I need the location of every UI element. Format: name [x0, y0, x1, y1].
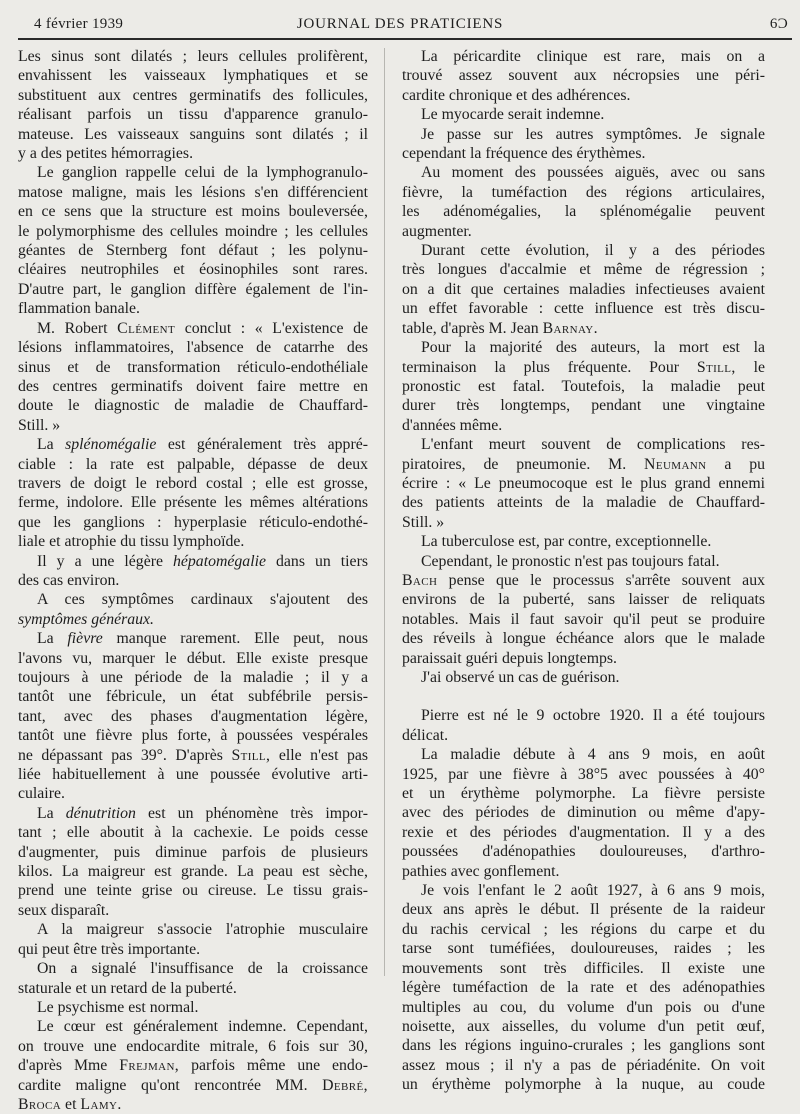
text-line: A la maigreur s'associe l'atrophie musculaire	[37, 921, 368, 939]
text-line: trouvé assez souvent aux nécropsies une péri-	[402, 67, 765, 85]
text-line: piratoires, de pneumonie. M. Neumann a pu	[402, 455, 765, 473]
text-line: sinus et de transformation réticulo-endothéliale	[18, 358, 368, 376]
text-line: et un érythème polymorphe. La fièvre persiste	[402, 785, 765, 803]
text-line: des patients atteints de la maladie de Chauffard-	[402, 494, 765, 512]
text-line: augmenter.	[402, 222, 472, 240]
text-line: substituent aux centres germinatifs des follicules,	[18, 86, 368, 104]
text-line: staturale et un retard de la puberté.	[18, 979, 237, 997]
text-line: Les sinus sont dilatés ; leurs cellules prolifèrent,	[18, 48, 368, 65]
text-line: kilos. La maigreur est grande. La peau est sèche,	[18, 863, 368, 881]
text-line: doute le diagnostic de maladie de Chauffard-	[18, 397, 368, 415]
issue-date: 4 février 1939	[34, 16, 124, 32]
text-line: flammation banale.	[18, 300, 140, 318]
column-separator	[384, 48, 385, 976]
text-line: on trouve une endocardite mitrale, 6 fois sur 30,	[18, 1037, 368, 1055]
text-line: 1925, par une fièvre à 38°5 avec poussées à 40°	[402, 765, 765, 783]
text-line: assez mous ; il n'y a pas de périadénite. On voit	[402, 1056, 765, 1074]
text-line: La tuberculose est, par contre, exceptionnelle.	[421, 533, 712, 551]
text-line: Le ganglion rappelle celui de la lymphogranulo-	[37, 164, 368, 182]
text-line: La fièvre manque rarement. Elle peut, nous	[37, 630, 368, 648]
text-line: Le cœur est généralement indemne. Cependant,	[37, 1018, 368, 1036]
text-line: que les ganglions : hyperplasie réticulo-endothé-	[18, 513, 368, 531]
text-line: un érythème polymorphe à la nuque, au coude	[402, 1076, 765, 1094]
text-line: envahissent les vaisseaux lymphatiques et se	[18, 67, 368, 85]
text-line: Broca et Lamy.	[18, 1095, 122, 1113]
text-line: dans les régions inguino-crurales ; les ganglions sont	[402, 1037, 765, 1055]
text-line: délicat.	[402, 726, 449, 744]
text-line: avec des périodes de diminution ou même d'apy-	[402, 804, 765, 822]
text-line: on a dit que certaines maladies infectieuses avaient	[402, 280, 765, 298]
text-line: pathies avec gonflement.	[402, 862, 560, 880]
text-line: très longues d'accalmie et même de régression ;	[402, 261, 765, 279]
text-line: poussées d'adénopathies douloureuses, d'arthro-	[402, 843, 765, 861]
text-line: Bach pense que le processus s'arrête souvent aux	[402, 571, 765, 589]
text-line: matose maligne, mais les lésions s'en différencient	[18, 183, 368, 201]
text-line: L'enfant meurt souvent de complications res-	[421, 436, 765, 454]
text-line: La dénutrition est un phénomène très impor-	[37, 804, 368, 822]
text-line: du rachis cervical ; les régions du carpe et du	[402, 920, 765, 938]
text-line: tant, avec des phases d'augmentation légère,	[18, 707, 368, 725]
text-line: liale et atrophie du tissu lymphoïde.	[18, 533, 245, 551]
text-line: Au moment des poussées aiguës, avec ou sans	[421, 164, 765, 182]
text-line: le polymorphisme des cellules moindre ; les cellules	[18, 222, 368, 240]
text-line: d'après Mme Frejman, parfois même une endo-	[18, 1057, 368, 1075]
text-line: J'ai observé un cas de guérison.	[421, 669, 620, 686]
text-line: en ce sens que la structure est moins bouleversée,	[18, 203, 368, 221]
text-line: Pierre est né le 9 octobre 1920. Il a été toujours	[421, 707, 765, 725]
text-line: liée habituellement à une poussée évolutive arti-	[18, 766, 368, 784]
right-column	[402, 47, 765, 1095]
text-line: A ces symptômes cardinaux s'ajoutent des	[37, 591, 368, 609]
text-line: La splénomégalie est généralement très appré-	[37, 436, 368, 454]
text-line: prend une teinte grise ou cireuse. Le tissu grais-	[18, 882, 368, 900]
text-line: cléaires neutrophiles et éosinophiles sont rares.	[18, 261, 368, 279]
text-line: cardite maligne qu'ont rencontrée MM. Debré,	[18, 1076, 368, 1094]
running-header	[0, 0, 800, 36]
text-line: Le psychisme est normal.	[37, 998, 199, 1016]
text-line: durer très longtemps, pendant une vingtaine	[402, 397, 765, 415]
text-line: terminaison la plus fréquente. Pour Still, le	[402, 358, 765, 376]
left-column	[18, 47, 368, 1114]
text-line: l'avons vu, marquer le début. Elle existe presque	[18, 649, 368, 667]
text-line: des réveils à longue échéance alors que le malade	[402, 630, 765, 648]
text-line: Cependant, le pronostic n'est pas toujours fatal.	[421, 552, 720, 570]
text-line: Still. »	[18, 416, 61, 434]
text-line: légère tuméfaction de la rate et des adénopathies	[402, 979, 765, 997]
text-line: tantôt une fièvre plus forte, à poussées vespérales	[18, 727, 368, 745]
page-number: 6Ɔ	[769, 16, 788, 32]
text-line: Il y a une légère hépatomégalie dans un tiers	[37, 552, 368, 570]
text-line: notables. Mais il faut savoir qu'il peut se produire	[402, 610, 765, 628]
text-line: mouvements sont très difficiles. Il existe une	[402, 959, 765, 977]
text-line: ciable : la rate est palpable, dépasse de deux	[18, 455, 368, 473]
text-line: Le myocarde serait indemne.	[421, 106, 605, 124]
text-line: toujours à une période de la maladie ; il y a	[18, 669, 368, 686]
text-line: y a des petites hémorragies.	[18, 145, 194, 163]
text-line: On a signalé l'insuffisance de la croissance	[37, 960, 368, 978]
text-line: un effet favorable : cette influence est très discu-	[402, 300, 765, 318]
text-line: travers de doigt le rebord costal ; elle est grosse,	[18, 474, 368, 492]
text-line: les adénomégalies, la splénomégalie peuvent	[402, 203, 765, 221]
text-line: écrire : « Le pneumocoque est le plus grand ennemi	[402, 474, 765, 492]
text-line: table, d'après M. Jean Barnay.	[402, 319, 598, 337]
text-line: réalisant parfois un tissu d'apparence granulo-	[18, 106, 368, 124]
text-line: ferme, indolore. Elle présente les mêmes altérations	[18, 494, 368, 512]
text-line: rexie et des périodes d'augmentation. Il y a des	[402, 823, 765, 841]
text-line: Je passe sur les autres symptômes. Je signale	[421, 125, 765, 143]
text-line: fièvre, la tuméfaction des régions articulaires,	[402, 183, 765, 201]
text-line: ne dépassant pas 39°. D'après Still, elle n'est pas	[18, 746, 368, 764]
text-line: tantôt une fébricule, un état subfébrile persis-	[18, 688, 368, 706]
text-line: mateuse. Les vaisseaux sanguins sont dilatés ; il	[18, 125, 368, 143]
text-line: deux ans après le début. Il présente de la raideur	[402, 901, 765, 919]
text-line: culaire.	[18, 785, 65, 803]
text-line: cependant la fréquence des érythèmes.	[402, 145, 646, 163]
text-line: environs de la puberté, sans laisser de reliquats	[402, 591, 765, 609]
text-line: La maladie débute à 4 ans 9 mois, en août	[421, 746, 765, 764]
text-line: seux disparaît.	[18, 901, 110, 919]
text-line: des centres germinatifs doivent faire mettre en	[18, 377, 368, 395]
text-line: géantes de Sternberg font défaut ; les polynu-	[18, 242, 368, 260]
text-line: symptômes généraux.	[18, 610, 155, 628]
paragraph-gap	[402, 687, 765, 706]
journal-title: JOURNAL DES PRATICIENS	[296, 16, 504, 32]
text-line: lésions inflammatoires, l'absence de catarrhe des	[18, 339, 368, 357]
text-line: des cas environ.	[18, 571, 120, 589]
text-line: tant ; elle aboutit à la cachexie. Le poids cesse	[18, 824, 368, 842]
text-line: qui peut être très importante.	[18, 940, 201, 958]
text-line: pronostic est fatal. Toutefois, la maladie peut	[402, 377, 765, 395]
text-line: M. Robert Clément conclut : « L'existence de	[37, 319, 368, 337]
text-line: Still. »	[402, 513, 445, 531]
header-rule	[18, 38, 792, 40]
text-line: Durant cette évolution, il y a des périodes	[421, 242, 765, 260]
text-line: Je vois l'enfant le 2 août 1927, à 6 ans 9 mois,	[421, 882, 765, 900]
text-line: Pour la majorité des auteurs, la mort est la	[421, 339, 765, 357]
text-line: d'augmenter, puis diminue parfois de plusieurs	[18, 843, 368, 861]
text-line: D'autre part, le ganglion diffère également de l'in-	[18, 280, 368, 298]
text-line: cardite chronique et des adhérences.	[402, 86, 631, 104]
text-line: d'années même.	[402, 416, 503, 434]
text-line: multiples au cou, du volume d'un pois ou d'une	[402, 998, 765, 1016]
text-line: noisette, aux aisselles, du volume d'un petit œuf,	[402, 1017, 765, 1035]
text-line: paraissait guéri depuis longtemps.	[402, 649, 617, 667]
text-line: tarse sont tuméfiées, douloureuses, raides ; les	[402, 940, 765, 958]
text-line: La péricardite clinique est rare, mais on a	[421, 48, 765, 65]
